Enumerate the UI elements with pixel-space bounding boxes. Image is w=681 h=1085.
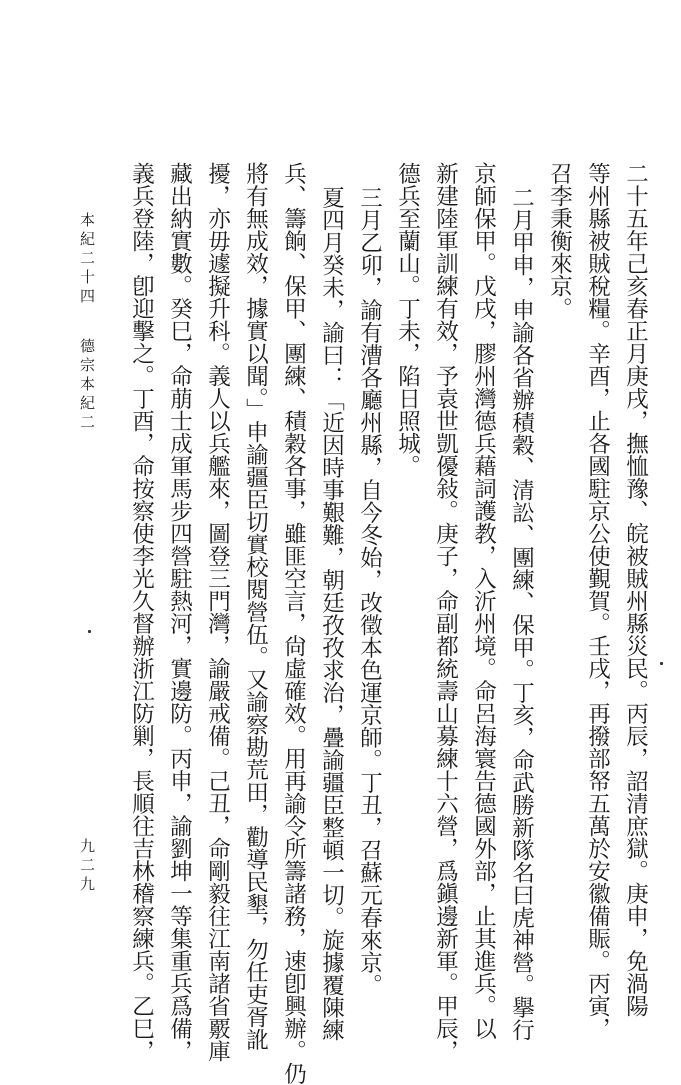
text-column: 召李秉衡來京。 — [546, 162, 573, 320]
text-column: 藏出納實數。癸巳，命萠士成軍馬步四營駐熱河，實邊防。丙申，諭劉坤一等集重兵爲備， — [166, 162, 193, 1062]
text-column: 擾，亦毋遽擬升科。義人以兵艦來，圖登三門灣，諭嚴戒備。己丑，命剛毅往江南諸省覈庫 — [204, 162, 231, 1062]
text-column: 將有無成效，據實以聞。」申諭疆臣切實校閱營伍。又諭察勘荒田，勸導民墾，勿任吏胥訛 — [242, 162, 269, 1051]
text-column: 京師保甲。戊戌，膠州灣德兵藉詞護教，入沂州境。命呂海寰告德國外部，止其進兵。以 — [470, 162, 497, 1040]
text-column: 三月乙卯，諭有漕各廳州縣，自今冬始，改徵本色運京師。丁丑，召蘇元春來京。 — [356, 186, 383, 996]
text-column: 二十五年己亥春正月庚戌，撫恤豫、皖被賊州縣災民。丙辰，詔清庶獄。庚申，免渦陽 — [622, 162, 649, 1017]
text-column: 義兵登陸，卽迎擊之。丁酉，命按察使李光久督辦浙江防剿，長順往吉林稽察練兵。乙巳， — [128, 162, 155, 1062]
text-column: 德兵至蘭山。丁未，陷日照城。 — [394, 162, 421, 477]
running-header-title: 德宗本紀二 — [78, 338, 96, 433]
speck-mark — [660, 662, 663, 665]
text-column: 兵、籌餉、保甲、團練、積穀各事，雖匪空言，尙虛確效。用再諭令所籌諸務，速卽興辦。仍 — [280, 162, 307, 1085]
text-column: 等州縣被賊稅糧。辛酉，止各國駐京公使覲賀。壬戌，再撥部帑五萬於安徽備賑。丙寅， — [584, 162, 611, 1040]
running-header-chapter: 本紀二十四 — [78, 212, 96, 307]
text-column: 夏四月癸未，諭曰：「近因時事艱難，朝廷孜孜求治，疊諭疆臣整頓一切。旋據覆陳練 — [318, 186, 345, 1041]
text-column: 二月甲申，申諭各省辦積穀、清訟、團練、保甲。丁亥，命武勝新隊名曰虎神營。擧行 — [508, 186, 535, 1041]
speck-mark — [88, 630, 91, 633]
page-number: 九二九 — [78, 838, 96, 895]
text-column: 新建陸軍訓練有效，予袁世凱優敍。庚子，命副都統壽山募練十六營，爲鎭邊新軍。甲辰， — [432, 162, 459, 1062]
